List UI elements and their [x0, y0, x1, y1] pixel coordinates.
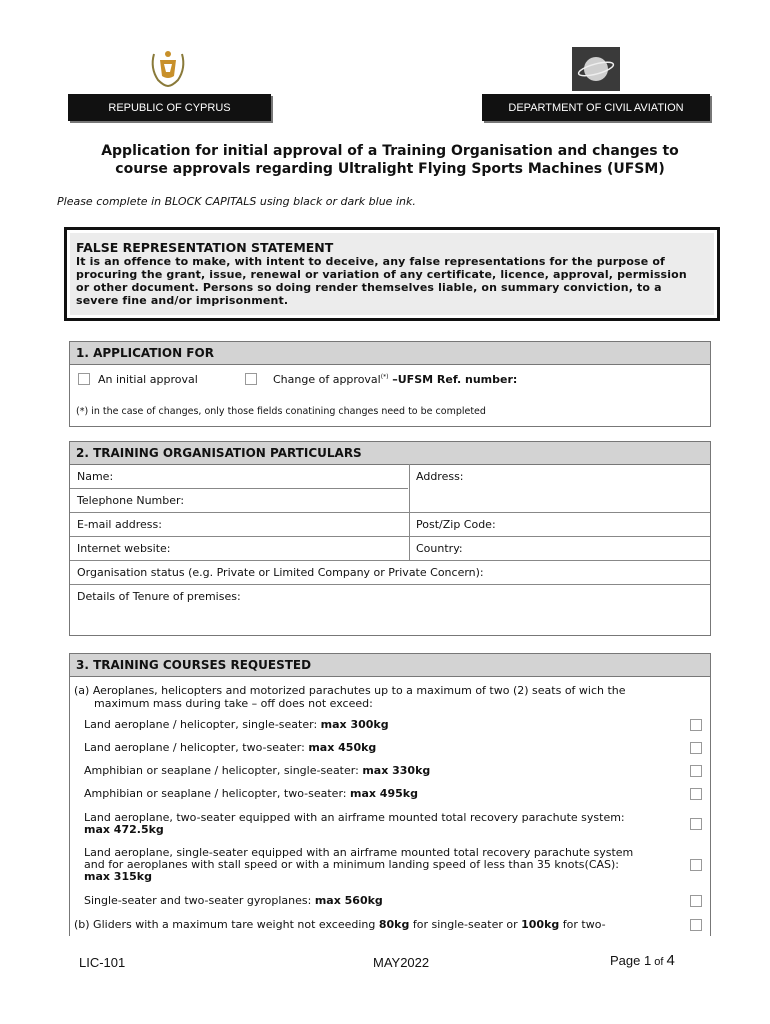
title-line-1: Application for initial approval of a Training Organisation and changes to: [101, 143, 679, 159]
false-statement-line: procuring the grant, issue, renewal or variation of any certificate, licence, approval, permission: [76, 268, 687, 281]
instructions: Please complete in BLOCK CAPITALS using black or dark blue ink.: [57, 195, 416, 208]
category-b-item: (b) Gliders with a maximum tare weight not exceeding 80kg for single-seater or 100kg for two-: [74, 918, 606, 931]
course-checkbox[interactable]: [690, 719, 702, 731]
organisation-status-field[interactable]: Organisation status (e.g. Private or Limited Company or Private Concern):: [77, 566, 484, 579]
form-code: LIC-101: [79, 955, 126, 970]
course-checkbox[interactable]: [690, 765, 702, 777]
section-2-heading: 2. TRAINING ORGANISATION PARTICULARS: [70, 442, 710, 465]
initial-approval-label: An initial approval: [98, 373, 198, 386]
course-item: Land aeroplane, two-seater equipped with an airframe mounted total recovery parachute system: max 472.5kg: [84, 811, 625, 836]
address-field[interactable]: Address:: [416, 470, 464, 483]
form-date: MAY2022: [373, 955, 430, 970]
category-a-intro: (a) Aeroplanes, helicopters and motorized parachutes up to a maximum of two (2) seats of wich the maximum mass during take – off does not exceed:: [74, 684, 626, 710]
section-1-heading: 1. APPLICATION FOR: [70, 342, 710, 365]
website-field[interactable]: Internet website:: [77, 542, 171, 555]
false-statement-line: severe fine and/or imprisonment.: [76, 294, 289, 307]
course-item: Amphibian or seaplane / helicopter, single-seater: max 330kg: [84, 764, 431, 777]
section-3-heading: 3. TRAINING COURSES REQUESTED: [70, 654, 710, 677]
tenure-field[interactable]: Details of Tenure of premises:: [77, 590, 241, 603]
course-item: Single-seater and two-seater gyroplanes: max 560kg: [84, 894, 383, 907]
republic-of-cyprus-banner: [68, 94, 271, 121]
civil-aviation-banner: [482, 94, 710, 121]
title-line-2: course approvals regarding Ultralight Flying Sports Machines (UFSM): [115, 161, 665, 177]
initial-approval-checkbox[interactable]: [78, 373, 90, 385]
course-checkbox[interactable]: [690, 919, 702, 931]
telephone-field[interactable]: Telephone Number:: [77, 494, 185, 507]
section-1-note: (*) in the case of changes, only those fields conatining changes need to be completed: [76, 406, 486, 417]
section-training-courses: [69, 653, 711, 936]
course-checkbox[interactable]: [690, 859, 702, 871]
false-statement-line: or other document. Persons so doing render themselves liable, on summary conviction, to a: [76, 281, 662, 294]
postcode-field[interactable]: Post/Zip Code:: [416, 518, 496, 531]
section-organisation-particulars: [69, 441, 711, 636]
page-title: [60, 142, 720, 178]
false-representation-box: [64, 227, 720, 321]
country-field[interactable]: Country:: [416, 542, 463, 555]
course-item: Land aeroplane / helicopter, two-seater: max 450kg: [84, 741, 377, 754]
left-banner-text: REPUBLIC OF CYPRUS: [108, 101, 231, 114]
course-checkbox[interactable]: [690, 788, 702, 800]
false-statement-line: It is an offence to make, with intent to deceive, any false representations for the purpose of: [76, 255, 665, 268]
cyprus-coat-of-arms-icon: [146, 46, 190, 90]
course-checkbox[interactable]: [690, 895, 702, 907]
dca-globe-logo-icon: [572, 47, 620, 91]
page-number: Page 1 of 4: [610, 952, 675, 969]
course-checkbox[interactable]: [690, 742, 702, 754]
name-field[interactable]: Name:: [77, 470, 114, 483]
false-statement-heading: FALSE REPRESENTATION STATEMENT: [76, 240, 334, 255]
course-checkbox[interactable]: [690, 818, 702, 830]
email-field[interactable]: E-mail address:: [77, 518, 162, 531]
course-item: Land aeroplane, single-seater equipped with an airframe mounted total recovery parachute system and for aeroplanes with stall speed or with a minimum landing speed of less than 35 knots(CAS): max 315kg: [84, 846, 634, 883]
change-approval-label: Change of approval(*) –UFSM Ref. number:: [273, 373, 518, 386]
course-item: Amphibian or seaplane / helicopter, two-seater: max 495kg: [84, 787, 418, 800]
section-application-for: [69, 341, 711, 427]
change-approval-checkbox[interactable]: [245, 373, 257, 385]
course-item: Land aeroplane / helicopter, single-seater: max 300kg: [84, 718, 389, 731]
right-banner-text: DEPARTMENT OF CIVIL AVIATION: [508, 101, 684, 114]
